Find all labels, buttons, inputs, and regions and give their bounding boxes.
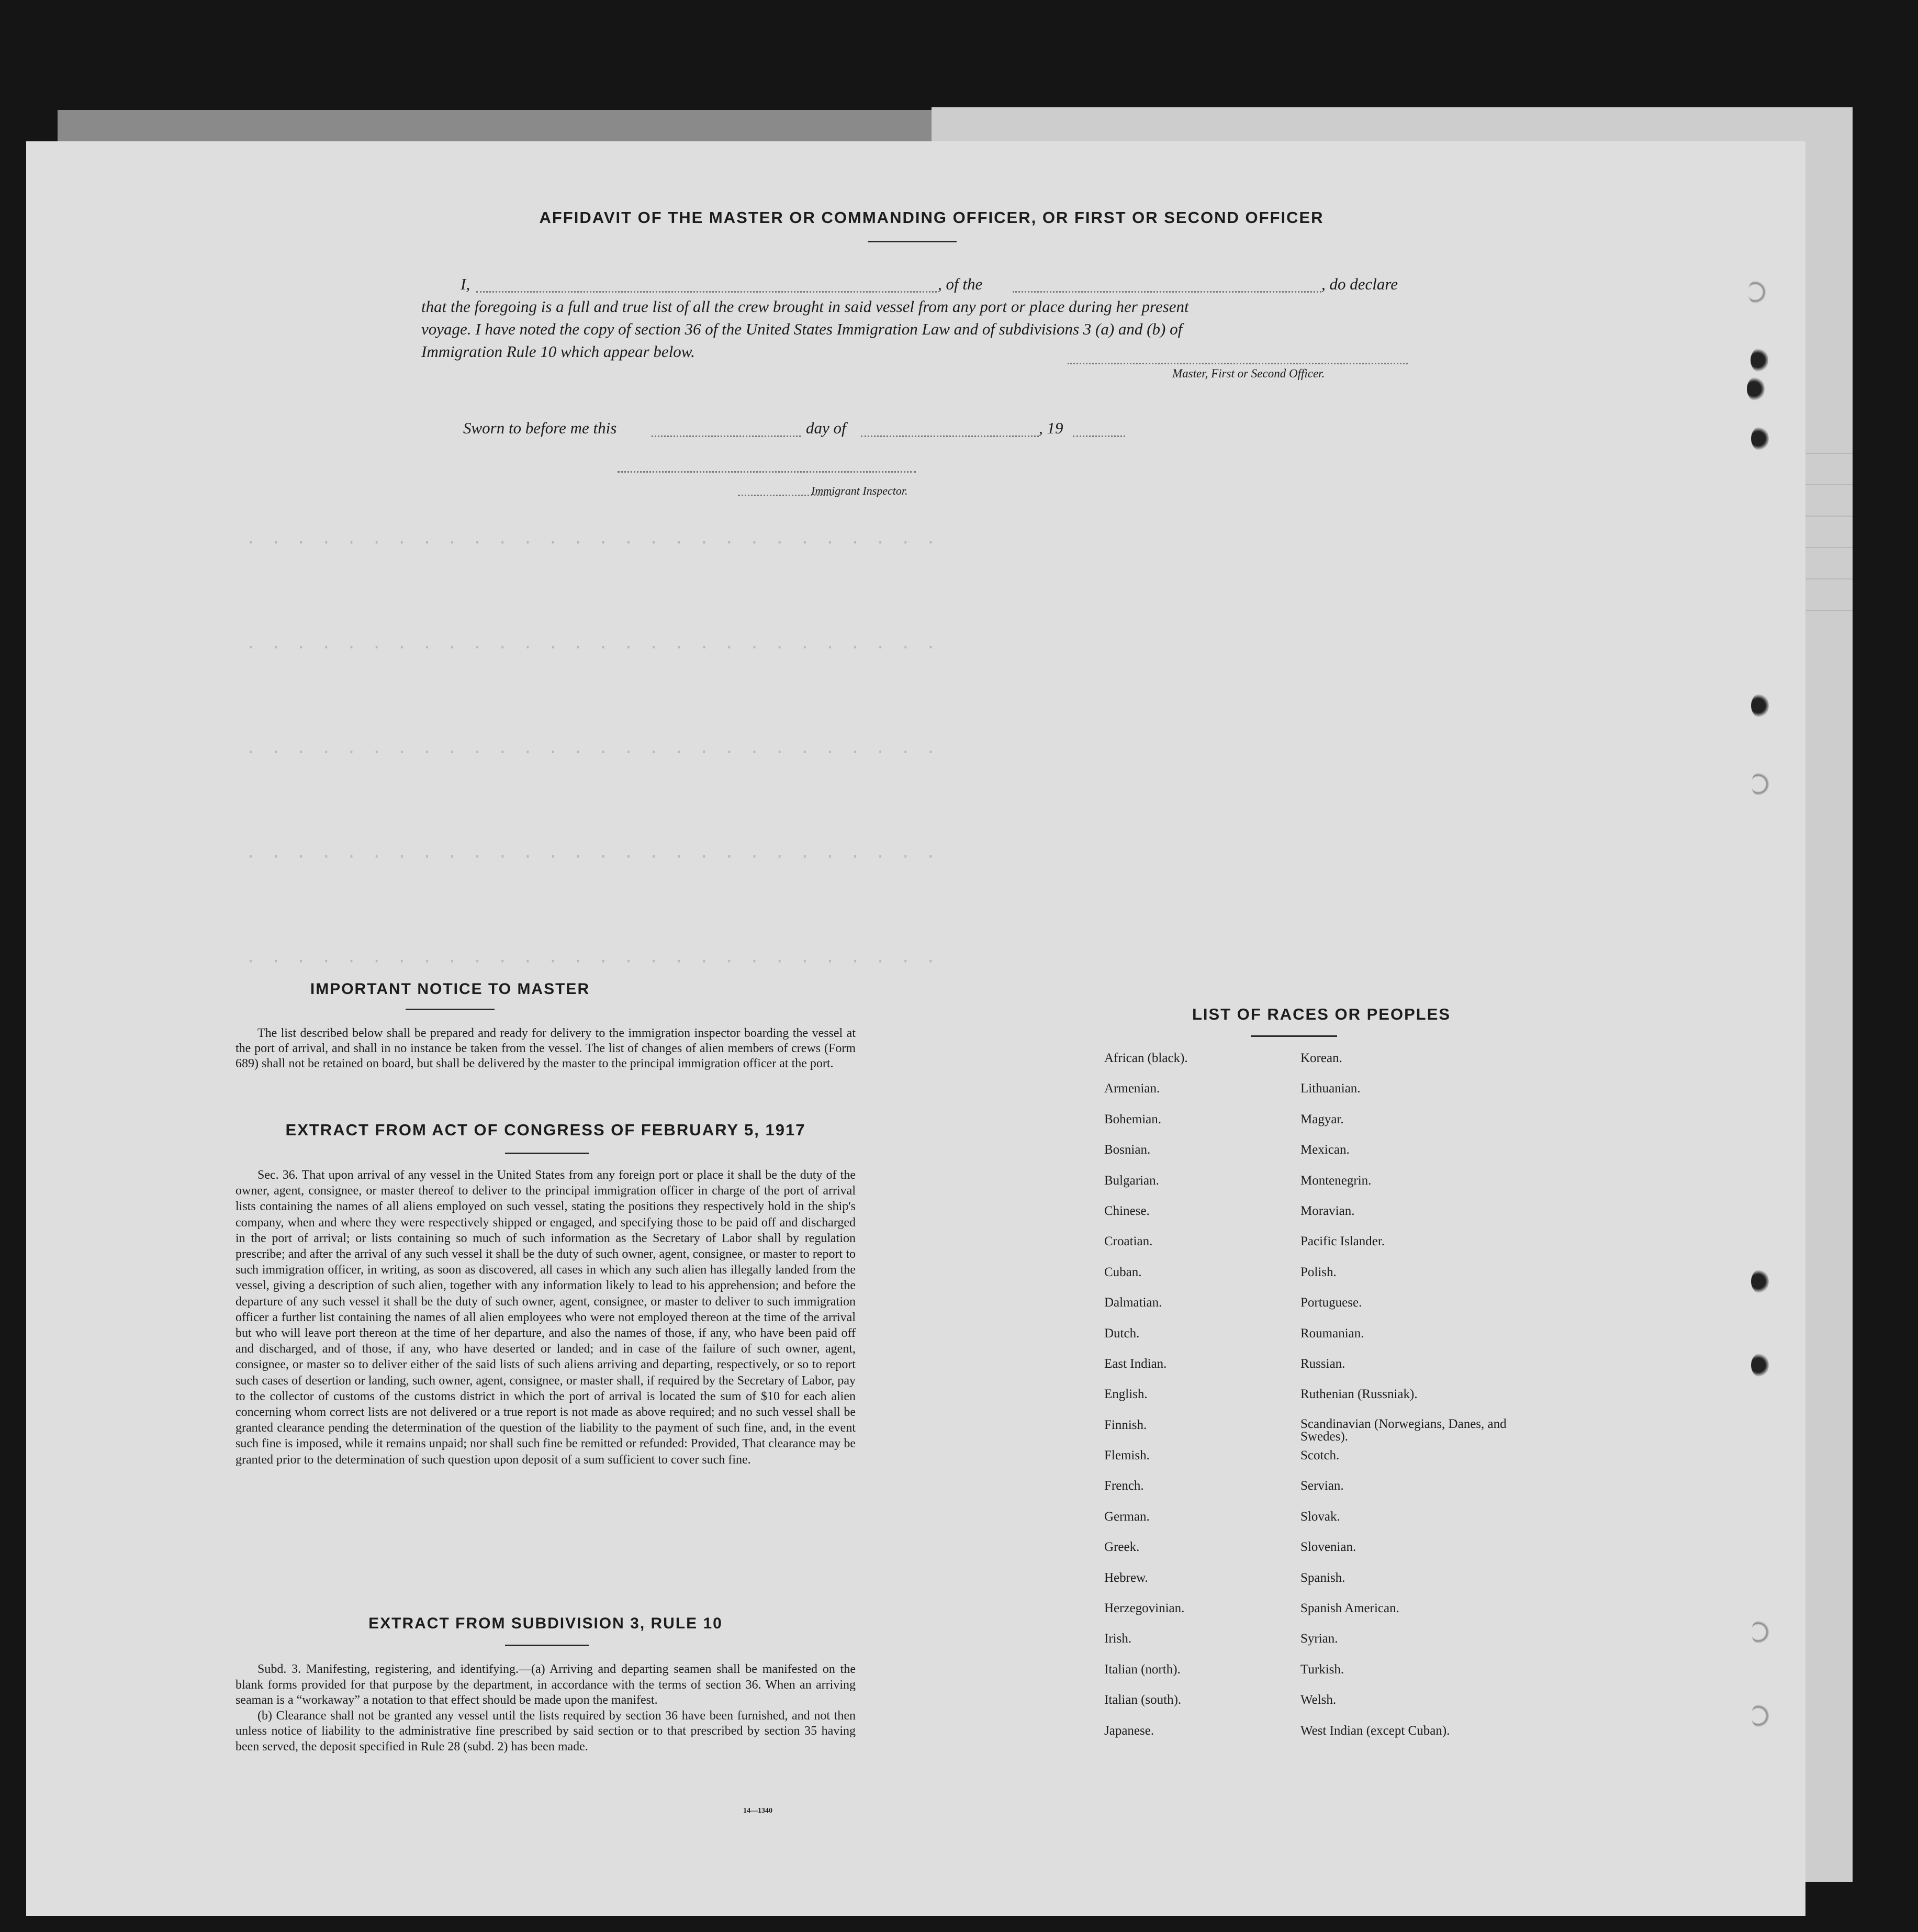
race-list-item: African (black). xyxy=(1104,1051,1188,1065)
sworn-label: Sworn to before me this xyxy=(463,419,617,437)
master-signature-label: Master, First or Second Officer. xyxy=(1172,367,1325,380)
race-list-item: Korean. xyxy=(1300,1051,1342,1065)
year-label: , 19 xyxy=(1039,419,1063,437)
punch-hole-icon xyxy=(1747,377,1765,401)
races-list-right xyxy=(1300,1051,1520,1754)
race-list-item: Herzegovinian. xyxy=(1104,1601,1185,1616)
punch-hole-icon xyxy=(1751,348,1768,372)
title-rule xyxy=(868,241,957,242)
declarant-name-field[interactable] xyxy=(476,291,937,293)
race-list-item: Finnish. xyxy=(1104,1417,1147,1432)
race-list-item: West Indian (except Cuban). xyxy=(1300,1723,1450,1738)
form-page xyxy=(26,141,1805,1916)
race-list-item: Spanish American. xyxy=(1300,1601,1399,1616)
race-list-item: Hebrew. xyxy=(1104,1570,1148,1585)
show-through-marks: · · · · · · · · · · · · · · · · · · · · · · · · · · · · xyxy=(246,848,939,866)
race-list-item: Lithuanian. xyxy=(1300,1081,1361,1096)
race-list-item: Mexican. xyxy=(1300,1143,1350,1157)
race-list-item: Slovak. xyxy=(1300,1509,1340,1524)
notice-text: The list described below shall be prepared and ready for delivery to the immigration inspector boarding the vessel at the port of arrival, and shall in no instance be taken from the vessel. The list of changes of alien members of crews (Form 689) shall not be retained on board, but shall be delivered by the master to the principal immigration officer at the port. xyxy=(235,1026,856,1070)
show-through-marks: · · · · · · · · · · · · · · · · · · · · · · · · · · · · xyxy=(246,953,939,971)
show-through-marks: · · · · · · · · · · · · · · · · · · · · · · · · · · · · xyxy=(246,743,939,762)
punch-hole-icon xyxy=(1751,694,1769,718)
races-list-left xyxy=(1104,1051,1293,1754)
sworn-month-field[interactable] xyxy=(861,435,1039,437)
punch-hole-icon xyxy=(1751,772,1769,796)
race-list-item: Flemish. xyxy=(1104,1448,1150,1463)
race-list-item: Syrian. xyxy=(1300,1632,1338,1646)
inspector-signature-field[interactable] xyxy=(618,471,916,473)
rule-title: EXTRACT FROM SUBDIVISION 3, RULE 10 xyxy=(368,1615,723,1632)
race-list-item: Italian (south). xyxy=(1104,1693,1182,1707)
race-list-item: German. xyxy=(1104,1509,1150,1524)
race-list-item: Servian. xyxy=(1300,1479,1344,1493)
affidavit-body-line: voyage. I have noted the copy of section 36 of the United States Immigration Law and of subdivisions 3 (a) and (b) of xyxy=(421,320,1183,338)
declarant-label: I, xyxy=(461,275,470,293)
rule-text: Subd. 3. Manifesting, registering, and identifying.—(a) Arriving and departing seamen shall be manifested on the blank forms provided for that purpose by the department, in accordance with the terms of section 36. When an arriving seaman is a “workaway” a notation to that effect should be made upon the manifest. (b) Clearance shall not be granted any vessel until the lists required by section 36 have been furnished, and not then unless notice of liability to the administrative fine prescribed by said section or to that prescribed by section 35 having been served, the deposit specified in Rule 28 (subd. 2) has been made. xyxy=(235,1662,856,1754)
vessel-name-field[interactable] xyxy=(1013,291,1321,293)
race-list-item: Ruthenian (Russniak). xyxy=(1300,1387,1418,1402)
race-list-item: Polish. xyxy=(1300,1265,1337,1279)
race-list-item: Cuban. xyxy=(1104,1265,1142,1279)
race-list-item: Turkish. xyxy=(1300,1662,1344,1677)
races-title-rule xyxy=(1251,1035,1337,1037)
race-list-item: East Indian. xyxy=(1104,1356,1167,1371)
race-list-item: Scandinavian (Norwegians, Danes, and Swedes). xyxy=(1300,1416,1507,1444)
punch-hole-icon xyxy=(1751,1269,1769,1293)
race-list-item: Dalmatian. xyxy=(1104,1296,1162,1310)
master-signature-field[interactable] xyxy=(1068,363,1408,364)
race-list-item: Welsh. xyxy=(1300,1693,1337,1707)
race-list-item: Pacific Islander. xyxy=(1300,1234,1385,1249)
race-list-item: Russian. xyxy=(1300,1356,1345,1371)
race-list-item: Chinese. xyxy=(1104,1203,1150,1218)
punch-hole-icon xyxy=(1751,427,1769,451)
race-list-item: Roumanian. xyxy=(1300,1326,1364,1341)
show-through-marks: · · · · · · · · · · · · · · · · · · · · · · · · · · · · xyxy=(246,534,939,552)
act-title: EXTRACT FROM ACT OF CONGRESS OF FEBRUARY 5, 1917 xyxy=(285,1121,806,1139)
declare-label: , do declare xyxy=(1321,275,1398,293)
race-list-item: Armenian. xyxy=(1104,1081,1160,1096)
race-list-item: Portuguese. xyxy=(1300,1296,1362,1310)
race-list-item: Spanish. xyxy=(1300,1570,1345,1585)
affidavit-body-line: Immigration Rule 10 which appear below. xyxy=(421,342,695,361)
vessel-label: , of the xyxy=(938,275,983,293)
inspector-label: Immigrant Inspector. xyxy=(811,484,908,497)
race-list-item: Moravian. xyxy=(1300,1203,1355,1218)
affidavit-body-line: that the foregoing is a full and true list of all the crew brought in said vessel from any port or place during her present xyxy=(421,297,1189,316)
sworn-day-field[interactable] xyxy=(652,435,801,437)
race-list-item: Croatian. xyxy=(1104,1234,1153,1249)
rule-title-rule xyxy=(505,1645,589,1646)
punch-hole-icon xyxy=(1751,1353,1769,1377)
day-of-label: day of xyxy=(806,419,846,437)
act-title-rule xyxy=(505,1153,589,1154)
race-list-item: Greek. xyxy=(1104,1540,1140,1555)
race-list-item: Bohemian. xyxy=(1104,1112,1162,1126)
race-list-item: Magyar. xyxy=(1300,1112,1344,1126)
race-list-item: Bosnian. xyxy=(1104,1143,1151,1157)
race-list-item: Irish. xyxy=(1104,1632,1132,1646)
race-list-item: Dutch. xyxy=(1104,1326,1140,1341)
race-list-item: Montenegrin. xyxy=(1300,1173,1372,1188)
form-code: 14—1340 xyxy=(743,1807,772,1815)
punch-hole-icon xyxy=(1748,280,1766,304)
race-list-item: Japanese. xyxy=(1104,1723,1154,1738)
sworn-year-field[interactable] xyxy=(1073,435,1125,437)
act-text: Sec. 36. That upon arrival of any vessel in the United States from any foreign port or place it shall be the duty of the owner, agent, consignee, or master thereof to deliver to the principal immigration officer in charge of the port of arrival lists containing the names of all aliens employed on such vessel, stating the positions they respectively hold in the ship's company, when and where they were respectively shipped or engaged, and specifying those to be paid off and discharged in the port of arrival; or lists containing so much of such information as the Secretary of Labor shall by regulation prescribe; and after the arrival of any such vessel it shall be the duty of such owner, agent, consignee, or master to report to such immigration officer, in writing, as soon as discovered, all cases in which any such alien has illegally landed from the vessel, giving a description of such alien, together with any information likely to lead to his apprehension; and before the departure of any such vessel it shall be the duty of such owner, agent, consignee, or master to deliver to such immigration officer a further list containing the names of all alien employees who were not employed thereon at the time of the arrival but who will leave port thereon at the time of her departure, and also the names of those, if any, who have been paid off and discharged, and of those, if any, who have deserted or landed; and in case of the failure of such owner, agent, consignee, or master so to deliver either of the said lists of such aliens arriving and departing, respectively, or so to report such cases of desertion or landing, such owner, agent, consignee, or master shall, if required by the Secretary of Labor, pay to the collector of customs of the customs district in which the port of arrival is located the sum of $10 for each alien concerning whom correct lists are not delivered or a true report is not made as above required; and no such vessel shall be granted clearance pending the determination of the question of the liability to the payment of such fine, and, in the event such fine is imposed, while it remains unpaid; nor shall such fine be remitted or refunded: Provided, That clearance may be granted prior to the determination of such question upon deposit of a sum sufficient to cover such fine. xyxy=(235,1168,856,1467)
race-list-item: Bulgarian. xyxy=(1104,1173,1159,1188)
race-list-item: Italian (north). xyxy=(1104,1662,1181,1677)
punch-hole-icon xyxy=(1751,1704,1769,1728)
race-list-item: English. xyxy=(1104,1387,1148,1402)
race-list-item: Scotch. xyxy=(1300,1448,1340,1463)
race-list-item: Slovenian. xyxy=(1300,1540,1356,1555)
show-through-marks: · · · · · · · · · · · · · · · · · · · · · · · · · · · · xyxy=(246,639,939,657)
affidavit-title: AFFIDAVIT OF THE MASTER OR COMMANDING OFFICER, OR FIRST OR SECOND OFFICER xyxy=(539,208,1324,227)
notice-title-rule xyxy=(406,1009,495,1010)
punch-hole-icon xyxy=(1751,1620,1769,1644)
races-title: LIST OF RACES OR PEOPLES xyxy=(1192,1005,1451,1023)
notice-title: IMPORTANT NOTICE TO MASTER xyxy=(310,980,590,998)
race-list-item: French. xyxy=(1104,1479,1144,1493)
